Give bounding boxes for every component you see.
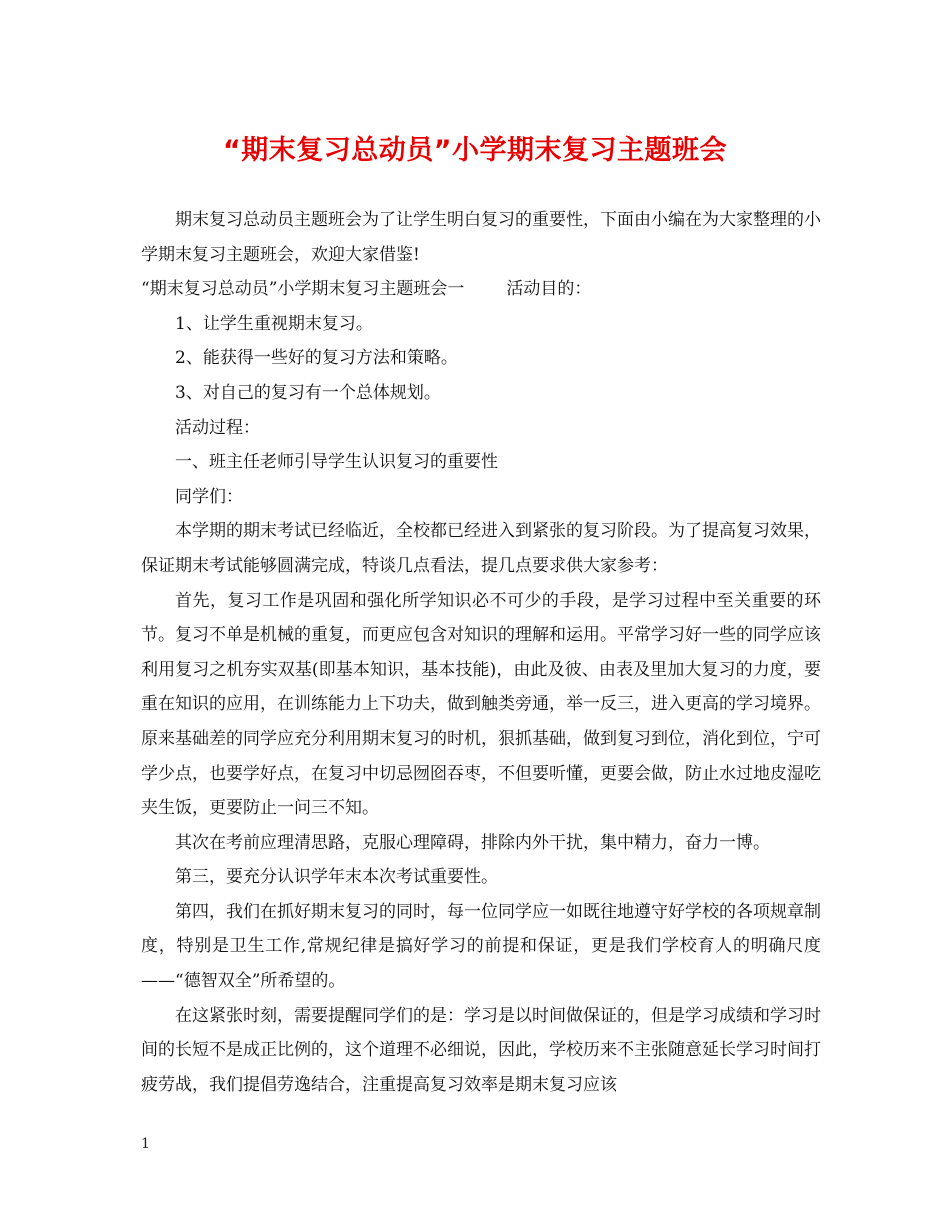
goal-item-1: 1、让学生重视期末复习。: [175, 313, 373, 334]
body-paragraph: 本学期的期末考试已经临近，全校都已经进入到紧张的复习阶段。为了提高复习效果，保证期末考试能够圆满完成，特谈几点看法，提几点要求供大家参考：: [141, 521, 821, 576]
body-paragraph: 其次在考前应理清思路，克服心理障碍，排除内外干扰，集中精力，奋力一博。: [175, 832, 770, 853]
greeting: 同学们：: [175, 486, 243, 507]
document-title: “期末复习总动员”小学期末复习主题班会: [223, 135, 727, 166]
activity-goal-label: 活动目的：: [506, 279, 592, 300]
process-step-1: 一、班主任老师引导学生认识复习的重要性: [175, 452, 498, 473]
section-heading: “期末复习总动员”小学期末复习主题班会一: [141, 279, 465, 300]
document-body: [141, 203, 821, 1102]
body-paragraph: 第四，我们在抓好期末复习的同时，每一位同学应一如既往地遵守好学校的各项规章制度，特别是卫生工作,常规纪律是搞好学习的前提和保证，更是我们学校育人的明确尺度——“德智双全”所希望的。: [141, 901, 821, 992]
page-number: 1: [141, 1136, 150, 1152]
goal-item-2: 2、能获得一些好的复习方法和策略。: [175, 348, 458, 369]
process-label: 活动过程：: [175, 417, 260, 438]
body-paragraph: 在这紧张时刻，需要提醒同学们的是：学习是以时间做保证的，但是学习成绩和学习时间的长短不是成正比例的，这个道理不必细说，因此，学校历来不主张随意延长学习时间打疲劳战，我们提倡劳逸结合，注重提高复习效率是期末复习应该: [141, 1005, 821, 1095]
body-paragraph: 第三，要充分认识学年末本次考试重要性。: [175, 867, 498, 888]
section-heading-line: [141, 272, 821, 307]
body-paragraph: 首先，复习工作是巩固和强化所学知识必不可少的手段，是学习过程中至关重要的环节。复习不单是机械的重复，而更应包含对知识的理解和运用。平常学习好一些的同学应该利用复习之机夯实双基(即基本知识，基本技能)，由此及彼、由表及里加大复习的力度，要重在知识的应用，在训练能力上下功夫，做到触类旁通，举一反三，进入更高的学习境界。原来基础差的同学应充分利用期末复习的时机，狠抓基础，做到复习到位，消化到位，宁可学少点，也要学好点，在复习中切忌囫囵吞枣，不但要听懂，更要会做，防止水过地皮湿吃夹生饭，更要防止一问三不知。: [141, 590, 821, 819]
goal-item-3: 3、对自己的复习有一个总体规划。: [175, 382, 441, 403]
intro-paragraph: 期末复习总动员主题班会为了让学生明白复习的重要性，下面由小编在为大家整理的小学期末复习主题班会，欢迎大家借鉴!: [141, 210, 821, 265]
